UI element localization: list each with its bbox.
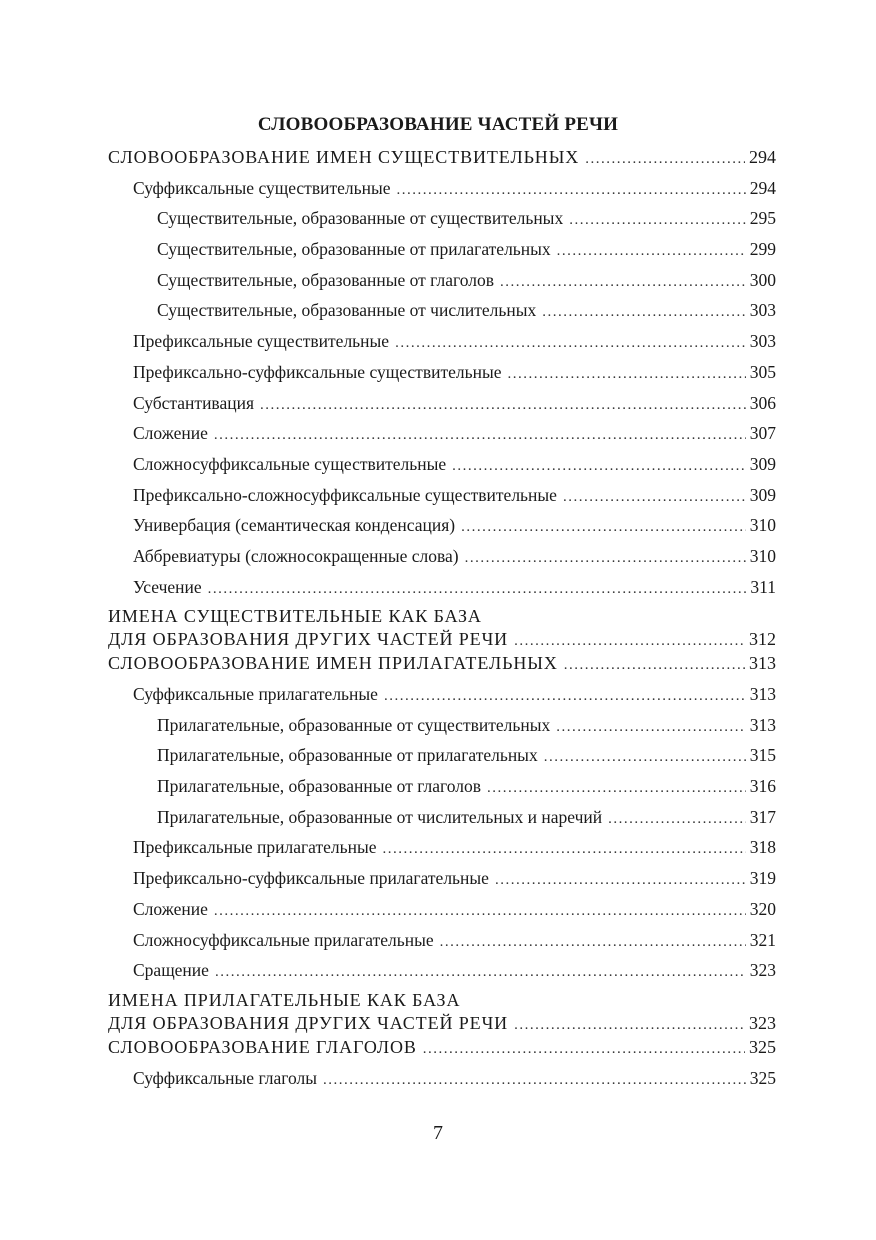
toc-entry	[108, 572, 776, 603]
toc-entry	[108, 295, 776, 326]
toc-entry-label: Аббревиатуры (сложносокращенные слова)	[133, 545, 459, 566]
dot-leader	[608, 804, 746, 835]
toc-entry	[108, 234, 776, 265]
dot-leader	[323, 1065, 746, 1096]
toc-entry	[108, 541, 776, 572]
dot-leader	[500, 267, 746, 298]
toc-entry-page: 310	[749, 515, 776, 536]
toc-entry-page: 294	[749, 147, 776, 167]
toc-entry-page: 310	[749, 545, 776, 566]
toc-entry	[108, 142, 776, 173]
toc-entry-page: 323	[749, 960, 776, 981]
toc-entry-page: 313	[749, 714, 776, 735]
toc-entry	[108, 955, 776, 986]
toc-entry-page: 306	[749, 392, 776, 413]
toc-entry-label: СЛОВООБРАЗОВАНИЕ ГЛАГОЛОВ	[108, 1036, 417, 1057]
toc-entry-page: 294	[749, 177, 776, 198]
toc-entry-page: 320	[749, 898, 776, 919]
dot-leader	[563, 482, 746, 513]
toc-entry	[108, 679, 776, 710]
page-number: 7	[433, 1122, 443, 1144]
toc-entry-label: Существительные, образованные от прилагательных	[157, 239, 551, 260]
dot-leader	[260, 390, 746, 421]
toc-entry-page: 300	[749, 269, 776, 290]
toc-entry-label-line1: ИМЕНА СУЩЕСТВИТЕЛЬНЫЕ КАК БАЗА	[108, 606, 482, 627]
dot-leader	[564, 650, 745, 681]
toc-entry	[108, 480, 776, 511]
toc-entry-label: Префиксально-сложносуффиксальные существительные	[133, 484, 557, 505]
dot-leader	[487, 773, 746, 804]
toc-entry-multiline	[108, 986, 776, 1032]
toc-entry	[108, 648, 776, 679]
toc-entry-multiline	[108, 602, 776, 648]
toc-entry-page: 311	[750, 576, 776, 597]
toc-entry-page: 309	[749, 453, 776, 474]
toc-entry-label: Сращение	[133, 960, 209, 981]
toc-entry-page: 303	[749, 300, 776, 321]
toc-entry-label: Прилагательные, образованные от прилагательных	[157, 745, 538, 766]
toc-entry-page: 315	[749, 745, 776, 766]
toc-entry	[108, 418, 776, 449]
toc-entry	[108, 203, 776, 234]
toc-entry-page: 325	[749, 1036, 776, 1057]
toc-entry	[108, 1032, 776, 1063]
toc-entry-label: Универбация (семантическая конденсация)	[133, 515, 456, 536]
toc-entry	[108, 863, 776, 894]
toc-entry-page: 313	[749, 653, 776, 674]
toc-entry-page: 323	[749, 1012, 776, 1033]
toc-entry-label: Префиксальные существительные	[133, 331, 390, 352]
dot-leader	[395, 328, 746, 359]
dot-leader	[585, 144, 745, 175]
section-title: СЛОВООБРАЗОВАНИЕ ЧАСТЕЙ РЕЧИ	[257, 114, 619, 135]
toc-entry	[108, 326, 776, 357]
toc-entry-page: 313	[749, 684, 776, 704]
toc-entry	[108, 265, 776, 296]
dot-leader	[214, 896, 746, 927]
toc-entry	[108, 173, 776, 204]
toc-entry-label: Усечение	[133, 576, 202, 597]
toc-entry-label: Сложение	[133, 898, 208, 919]
toc-entry-page: 321	[749, 929, 776, 950]
toc-entry	[108, 894, 776, 925]
dot-leader	[208, 574, 747, 605]
toc-entry	[108, 388, 776, 419]
toc-entry	[108, 832, 776, 863]
toc-entry-page: 295	[749, 208, 776, 229]
toc-entry	[108, 710, 776, 741]
toc-entry-label: Прилагательные, образованные от числительных и наречий	[157, 806, 603, 827]
toc-entry-label: СЛОВООБРАЗОВАНИЕ ИМЕН ПРИЛАГАТЕЛЬНЫХ	[108, 653, 558, 674]
toc-entry-page: 312	[749, 629, 776, 650]
toc-entry-label: Суффиксальные глаголы	[133, 1067, 317, 1088]
dot-leader	[542, 297, 746, 328]
toc-entry	[108, 1063, 776, 1094]
toc-entry-page: 325	[749, 1067, 776, 1088]
dot-leader	[495, 865, 746, 896]
toc-entry-label: Суффиксальные прилагательные	[133, 684, 378, 704]
toc-entry-label: ДЛЯ ОБРАЗОВАНИЯ ДРУГИХ ЧАСТЕЙ РЕЧИ	[108, 1012, 509, 1033]
dot-leader	[556, 712, 746, 743]
dot-leader	[384, 681, 746, 712]
dot-leader	[396, 175, 745, 206]
toc-entry-label: Сложение	[133, 423, 208, 444]
toc-entry-page: 317	[749, 806, 776, 827]
table-of-contents	[108, 142, 776, 1093]
dot-leader	[440, 927, 746, 958]
dot-leader	[557, 236, 746, 267]
dot-leader	[569, 205, 746, 236]
toc-entry	[108, 740, 776, 771]
dot-leader	[507, 359, 745, 390]
toc-entry	[108, 510, 776, 541]
dot-leader	[214, 420, 746, 451]
toc-entry-label: Префиксальные прилагательные	[133, 837, 377, 858]
toc-entry-page: 303	[749, 331, 776, 352]
toc-entry-label: Существительные, образованные от существительных	[157, 208, 564, 229]
toc-entry-label: Сложносуффиксальные существительные	[133, 453, 447, 474]
dot-leader	[423, 1034, 745, 1065]
toc-entry-label: Префиксально-суффиксальные прилагательные	[133, 868, 489, 889]
toc-entry-page: 316	[749, 776, 776, 797]
toc-entry-label: СЛОВООБРАЗОВАНИЕ ИМЕН СУЩЕСТВИТЕЛЬНЫХ	[108, 147, 580, 167]
toc-entry-label: Прилагательные, образованные от существительных	[157, 714, 551, 735]
toc-entry-page: 319	[749, 868, 776, 889]
toc-entry-page: 307	[749, 423, 776, 444]
dot-leader	[461, 512, 746, 543]
toc-entry-label: ДЛЯ ОБРАЗОВАНИЯ ДРУГИХ ЧАСТЕЙ РЕЧИ	[108, 629, 509, 650]
toc-entry-page: 318	[749, 837, 776, 858]
dot-leader	[452, 451, 746, 482]
dot-leader	[465, 543, 746, 574]
dot-leader	[383, 834, 746, 865]
toc-entry	[108, 449, 776, 480]
toc-entry-label-line1: ИМЕНА ПРИЛАГАТЕЛЬНЫЕ КАК БАЗА	[108, 989, 461, 1010]
dot-leader	[544, 742, 746, 773]
toc-entry-label: Субстантивация	[133, 392, 255, 413]
toc-entry-label: Существительные, образованные от глаголов	[157, 269, 494, 290]
toc-entry	[108, 802, 776, 833]
toc-entry-label: Суффиксальные существительные	[133, 177, 391, 198]
toc-entry-label: Прилагательные, образованные от глаголов	[157, 776, 482, 797]
toc-entry	[108, 357, 776, 388]
toc-entry	[108, 771, 776, 802]
dot-leader	[215, 957, 746, 988]
toc-entry	[108, 925, 776, 956]
toc-entry-label: Префиксально-суффиксальные существительные	[133, 361, 502, 382]
toc-entry-page: 299	[749, 239, 776, 260]
toc-entry-page: 305	[749, 361, 776, 382]
toc-entry-label: Сложносуффиксальные прилагательные	[133, 929, 434, 950]
toc-entry-page: 309	[749, 484, 776, 505]
toc-entry-label: Существительные, образованные от числительных	[157, 300, 537, 321]
